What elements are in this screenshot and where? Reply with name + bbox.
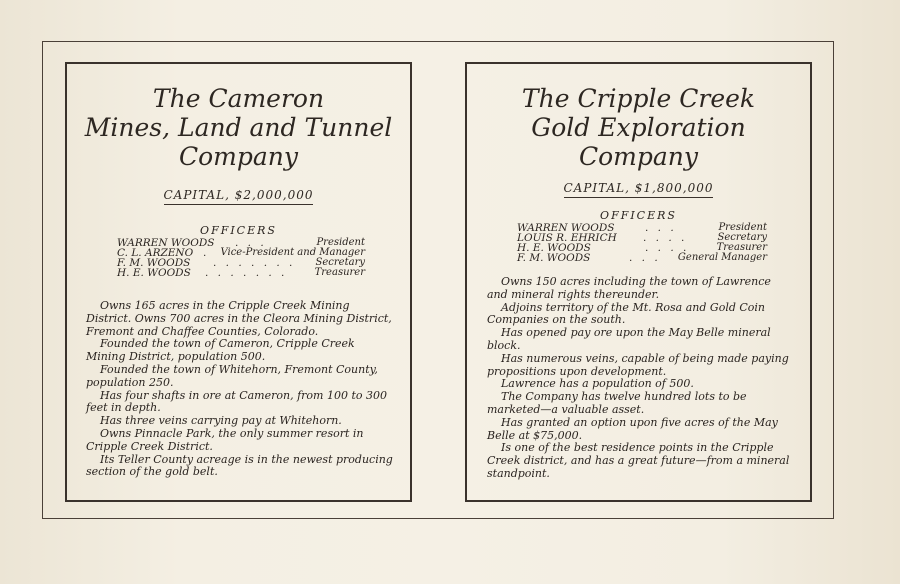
description-paragraph: Adjoins territory of the Mt. Rosa and Gold Coin Companies on the south.	[487, 300, 766, 327]
cripple-creek-company-panel	[465, 62, 812, 502]
officer-title: President	[718, 222, 767, 233]
officer-name: F. M. WOODS	[517, 252, 591, 264]
description-paragraph: Has opened pay ore upon the May Belle mineral block.	[487, 326, 771, 352]
description-paragraph: The Company has twelve hundred lots to be marketed—a valuable asset.	[487, 390, 747, 416]
officer-name: WARREN WOODS	[117, 237, 215, 249]
leader-dots: .	[203, 247, 210, 259]
officers-heading: OFFICERS	[200, 224, 277, 237]
description-paragraph: Has numerous veins, capable of being made paying propositions upon development.	[487, 351, 789, 378]
officer-title: Treasurer	[716, 242, 767, 253]
leader-dots: . . .	[645, 222, 677, 234]
title-line: Mines, Land and Tunnel	[84, 113, 393, 142]
cameron-company-panel	[65, 62, 412, 502]
capital-text: CAPITAL, $2,000,000	[164, 188, 314, 205]
capital-text: CAPITAL, $1,800,000	[564, 181, 714, 198]
officer-name: WARREN WOODS	[517, 222, 615, 234]
officer-row	[517, 253, 767, 263]
company-title	[67, 84, 410, 171]
officer-name: LOUIS R. EHRICH	[517, 232, 617, 244]
description-paragraph: Has four shafts in ore at Cameron, from 100 to 300 feet in depth.	[86, 388, 387, 415]
officer-title: Secretary	[315, 257, 365, 268]
company-title	[467, 84, 810, 171]
officer-title: Secretary	[717, 232, 767, 243]
description-paragraph: Has three veins carrying pay at Whitehorn.	[100, 414, 342, 428]
company-description	[487, 276, 795, 481]
description-paragraph: Lawrence has a population of 500.	[501, 377, 694, 391]
description-paragraph: Has granted an option upon five acres of the May Belle at $75,000.	[487, 415, 778, 442]
description-paragraph: Owns 150 acres including the town of Lawrence and mineral rights thereunder.	[487, 275, 771, 301]
capital-line	[467, 181, 810, 195]
officer-row	[117, 268, 365, 278]
description-paragraph: Founded the town of Whitehorn, Fremont County, population 250.	[86, 362, 378, 389]
description-paragraph: Its Teller County acreage is in the newest producing section of the gold belt.	[86, 452, 393, 479]
title-line: The Cameron	[152, 84, 325, 113]
officer-title: Treasurer	[314, 267, 365, 278]
officer-name: C. L. ARZENO	[117, 247, 194, 259]
leader-dots: . . .	[629, 252, 661, 264]
description-paragraph: Owns Pinnacle Park, the only summer resort in Cripple Creek District.	[86, 426, 364, 453]
company-description	[86, 300, 394, 479]
title-line: The Cripple Creek	[521, 84, 756, 113]
description-paragraph: Is one of the best residence points in the Cripple Creek district, and has a great future—from a mineral standpoint.	[487, 441, 790, 480]
officer-name: H. E. WOODS	[117, 267, 191, 279]
capital-line	[67, 188, 410, 202]
officers-list	[117, 238, 365, 278]
leader-dots: . . . .	[643, 232, 688, 244]
description-paragraph: Founded the town of Cameron, Cripple Creek Mining District, population 500.	[86, 337, 355, 364]
officer-title: General Manager	[677, 252, 767, 263]
officer-title: President	[316, 237, 365, 248]
officer-name: F. M. WOODS	[117, 257, 191, 269]
leader-dots: . . . . . . .	[205, 267, 288, 279]
leader-dots: . . .	[235, 237, 267, 249]
officer-name: H. E. WOODS	[517, 242, 591, 254]
leader-dots: . . . .	[645, 242, 690, 254]
officers-heading: OFFICERS	[600, 209, 677, 222]
title-line: Gold Exploration	[531, 113, 746, 142]
officers-list	[517, 223, 767, 263]
description-paragraph: Owns 165 acres in the Cripple Creek Mining District. Owns 700 acres in the Cleora Mining District, Fremont and Chaffee Counties, Colorado.	[86, 299, 392, 338]
leader-dots: . . . . . . .	[213, 257, 296, 269]
title-line: Company	[178, 142, 299, 171]
title-line: Company	[578, 142, 699, 171]
officer-title: Vice-President and Manager	[220, 247, 365, 258]
